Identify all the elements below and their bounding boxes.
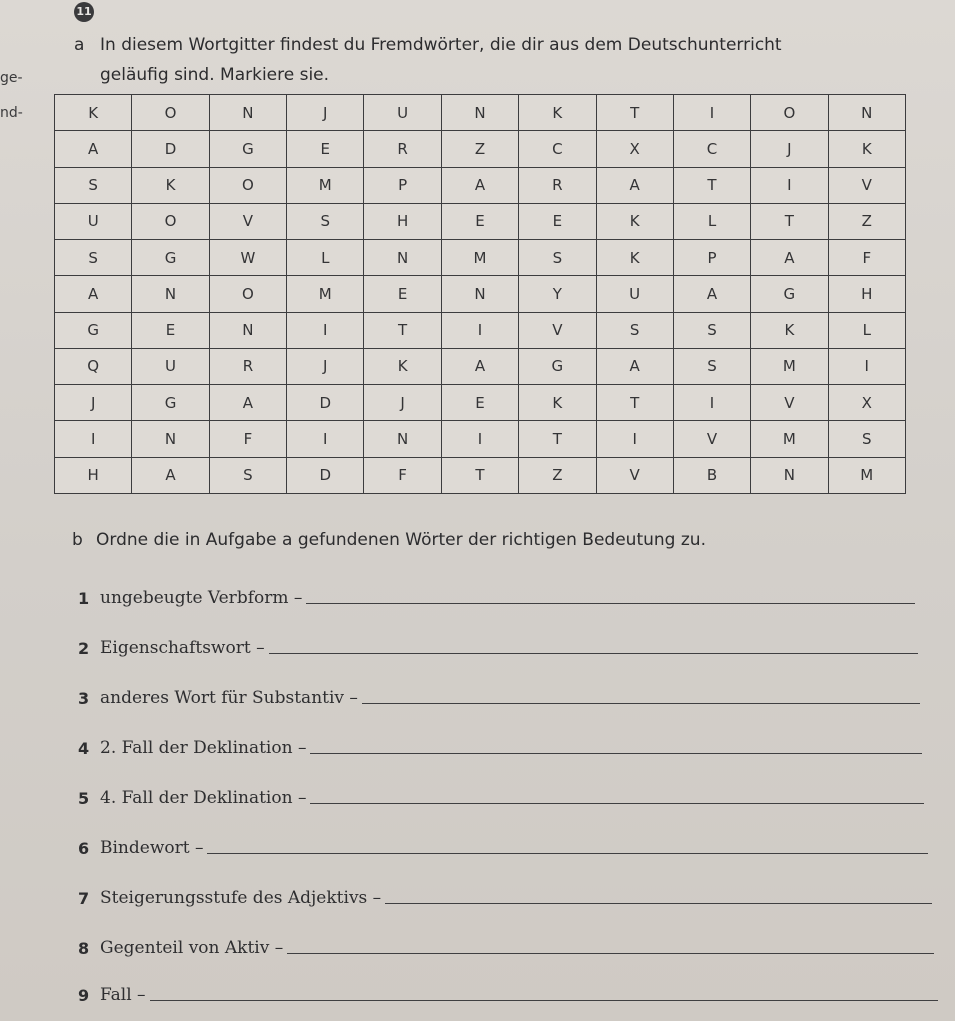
grid-cell[interactable]: T	[441, 457, 518, 493]
grid-cell[interactable]: N	[209, 312, 286, 348]
grid-cell[interactable]: I	[828, 348, 905, 384]
grid-cell[interactable]: Q	[55, 348, 132, 384]
grid-cell[interactable]: L	[673, 203, 750, 239]
grid-row	[55, 385, 906, 421]
grid-cell[interactable]: V	[596, 457, 673, 493]
answer-blank-line[interactable]	[306, 602, 915, 604]
grid-cell[interactable]: K	[55, 95, 132, 131]
grid-cell[interactable]: M	[441, 240, 518, 276]
grid-cell[interactable]: A	[55, 276, 132, 312]
grid-cell[interactable]: U	[132, 348, 209, 384]
grid-cell[interactable]: P	[364, 167, 441, 203]
grid-cell[interactable]: V	[751, 385, 828, 421]
answer-item-number: 4	[78, 739, 90, 758]
answer-blank-line[interactable]	[385, 902, 932, 904]
grid-cell[interactable]: S	[673, 348, 750, 384]
grid-cell[interactable]: N	[209, 95, 286, 131]
grid-cell[interactable]: L	[287, 240, 364, 276]
answer-item-label: ungebeugte Verbform –	[100, 588, 303, 608]
grid-cell[interactable]: S	[287, 203, 364, 239]
grid-cell[interactable]: P	[673, 240, 750, 276]
grid-cell[interactable]: O	[132, 203, 209, 239]
grid-cell[interactable]: I	[596, 421, 673, 457]
grid-row	[55, 203, 906, 239]
grid-cell[interactable]: M	[751, 421, 828, 457]
answer-item-number: 9	[78, 986, 90, 1005]
grid-cell[interactable]: Z	[519, 457, 596, 493]
grid-cell[interactable]: O	[751, 95, 828, 131]
grid-cell[interactable]: H	[828, 276, 905, 312]
grid-cell[interactable]: A	[673, 276, 750, 312]
answer-item	[78, 975, 938, 1005]
grid-row	[55, 312, 906, 348]
grid-cell[interactable]: A	[596, 348, 673, 384]
grid-cell[interactable]: D	[132, 131, 209, 167]
grid-cell[interactable]: S	[55, 167, 132, 203]
grid-cell[interactable]: T	[751, 203, 828, 239]
grid-cell[interactable]: J	[287, 95, 364, 131]
task-a-instruction	[74, 30, 782, 90]
grid-cell[interactable]: J	[55, 385, 132, 421]
grid-cell[interactable]: T	[596, 385, 673, 421]
grid-cell[interactable]: N	[441, 276, 518, 312]
task-b-letter: b	[72, 530, 83, 550]
grid-cell[interactable]: N	[132, 276, 209, 312]
grid-cell[interactable]: S	[828, 421, 905, 457]
grid-cell[interactable]: K	[519, 385, 596, 421]
grid-cell[interactable]: T	[673, 167, 750, 203]
answer-blank-line[interactable]	[269, 652, 918, 654]
answer-item-number: 1	[78, 589, 90, 608]
grid-cell[interactable]: H	[364, 203, 441, 239]
grid-cell[interactable]: F	[364, 457, 441, 493]
grid-cell[interactable]: K	[828, 131, 905, 167]
grid-cell[interactable]: V	[519, 312, 596, 348]
answer-item	[78, 828, 928, 858]
grid-cell[interactable]: O	[209, 276, 286, 312]
word-search-grid[interactable]	[54, 94, 906, 494]
answer-item	[78, 628, 918, 658]
answer-item-number: 8	[78, 939, 90, 958]
answer-item	[78, 878, 932, 908]
task-a-line-1: In diesem Wortgitter findest du Fremdwörter, die dir aus dem Deutschunterricht	[100, 35, 782, 55]
task-a-line-2: geläufig sind. Markiere sie.	[100, 65, 330, 85]
grid-cell[interactable]: I	[55, 421, 132, 457]
answer-blank-line[interactable]	[287, 952, 934, 954]
grid-cell[interactable]: V	[673, 421, 750, 457]
grid-cell[interactable]: A	[441, 167, 518, 203]
margin-fragment: ge-	[0, 70, 23, 86]
grid-cell[interactable]: N	[751, 457, 828, 493]
answer-item-label: Steigerungsstufe des Adjektivs –	[100, 888, 382, 908]
grid-cell[interactable]: K	[596, 203, 673, 239]
answer-item-number: 7	[78, 889, 90, 908]
grid-row	[55, 240, 906, 276]
grid-cell[interactable]: I	[287, 421, 364, 457]
grid-cell[interactable]: L	[828, 312, 905, 348]
grid-cell[interactable]: E	[364, 276, 441, 312]
grid-cell[interactable]: I	[441, 421, 518, 457]
exercise-number-badge: 11	[74, 2, 94, 22]
answer-item-label: 4. Fall der Deklination –	[100, 788, 307, 808]
grid-cell[interactable]: I	[751, 167, 828, 203]
grid-cell[interactable]: A	[596, 167, 673, 203]
grid-cell[interactable]: V	[828, 167, 905, 203]
grid-cell[interactable]: F	[828, 240, 905, 276]
grid-cell[interactable]: X	[828, 385, 905, 421]
grid-cell[interactable]: T	[596, 95, 673, 131]
answer-blank-line[interactable]	[310, 752, 922, 754]
grid-cell[interactable]: U	[364, 95, 441, 131]
answer-item-number: 3	[78, 689, 90, 708]
grid-cell[interactable]: I	[673, 95, 750, 131]
grid-cell[interactable]: S	[55, 240, 132, 276]
grid-row	[55, 131, 906, 167]
grid-cell[interactable]: U	[55, 203, 132, 239]
grid-cell[interactable]: Z	[828, 203, 905, 239]
grid-cell[interactable]: R	[519, 167, 596, 203]
grid-cell[interactable]: E	[287, 131, 364, 167]
grid-cell[interactable]: F	[209, 421, 286, 457]
grid-cell[interactable]: C	[519, 131, 596, 167]
answer-item	[78, 778, 924, 808]
task-a-letter: a	[74, 35, 85, 55]
grid-cell[interactable]: R	[364, 131, 441, 167]
answer-item-label: Eigenschaftswort –	[100, 638, 265, 658]
answer-blank-line[interactable]	[207, 852, 928, 854]
grid-cell[interactable]: M	[287, 167, 364, 203]
grid-cell[interactable]: A	[209, 385, 286, 421]
grid-cell[interactable]: Y	[519, 276, 596, 312]
grid-row	[55, 167, 906, 203]
grid-cell[interactable]: D	[287, 457, 364, 493]
grid-cell[interactable]: N	[132, 421, 209, 457]
answer-item-label: 2. Fall der Deklination –	[100, 738, 307, 758]
grid-cell[interactable]: M	[287, 276, 364, 312]
grid-cell[interactable]: G	[209, 131, 286, 167]
grid-cell[interactable]: M	[828, 457, 905, 493]
grid-row	[55, 348, 906, 384]
grid-cell[interactable]: E	[441, 385, 518, 421]
grid-cell[interactable]: N	[364, 421, 441, 457]
answer-blank-line[interactable]	[310, 802, 924, 804]
grid-row	[55, 421, 906, 457]
grid-cell[interactable]: G	[132, 385, 209, 421]
grid-cell[interactable]: O	[132, 95, 209, 131]
grid-cell[interactable]: D	[287, 385, 364, 421]
grid-row	[55, 95, 906, 131]
answer-blank-line[interactable]	[362, 702, 920, 704]
grid-cell[interactable]: I	[441, 312, 518, 348]
grid-cell[interactable]: I	[673, 385, 750, 421]
task-b-text: Ordne die in Aufgabe a gefundenen Wörter der richtigen Bedeutung zu.	[96, 530, 706, 550]
grid-cell[interactable]: E	[441, 203, 518, 239]
grid-cell[interactable]: C	[673, 131, 750, 167]
grid-cell[interactable]: G	[519, 348, 596, 384]
grid-cell[interactable]: M	[751, 348, 828, 384]
answer-item-label: Gegenteil von Aktiv –	[100, 938, 284, 958]
grid-cell[interactable]: S	[209, 457, 286, 493]
grid-cell[interactable]: R	[209, 348, 286, 384]
grid-cell[interactable]: K	[596, 240, 673, 276]
grid-cell[interactable]: B	[673, 457, 750, 493]
grid-cell[interactable]: T	[364, 312, 441, 348]
grid-cell[interactable]: G	[55, 312, 132, 348]
grid-cell[interactable]: O	[209, 167, 286, 203]
grid-cell[interactable]: Z	[441, 131, 518, 167]
grid-cell[interactable]: N	[828, 95, 905, 131]
grid-cell[interactable]: S	[519, 240, 596, 276]
grid-cell[interactable]: A	[55, 131, 132, 167]
answer-item	[78, 578, 915, 608]
grid-cell[interactable]: S	[596, 312, 673, 348]
margin-fragment: nd-	[0, 105, 23, 121]
answer-item	[78, 928, 934, 958]
grid-cell[interactable]: H	[55, 457, 132, 493]
grid-cell[interactable]: A	[751, 240, 828, 276]
answer-item-number: 6	[78, 839, 90, 858]
grid-cell[interactable]: U	[596, 276, 673, 312]
grid-cell[interactable]: E	[519, 203, 596, 239]
grid-cell[interactable]: N	[441, 95, 518, 131]
grid-cell[interactable]: W	[209, 240, 286, 276]
grid-cell[interactable]: J	[751, 131, 828, 167]
grid-cell[interactable]: X	[596, 131, 673, 167]
grid-cell[interactable]: G	[751, 276, 828, 312]
grid-cell[interactable]: S	[673, 312, 750, 348]
task-b-instruction	[72, 530, 706, 550]
answer-item	[78, 678, 920, 708]
grid-row	[55, 457, 906, 493]
grid-cell[interactable]: J	[364, 385, 441, 421]
answer-item-label: Bindewort –	[100, 838, 204, 858]
grid-cell[interactable]: T	[519, 421, 596, 457]
grid-cell[interactable]: G	[132, 240, 209, 276]
grid-cell[interactable]: A	[441, 348, 518, 384]
grid-row	[55, 276, 906, 312]
answer-item-number: 5	[78, 789, 90, 808]
grid-cell[interactable]: K	[132, 167, 209, 203]
grid-cell[interactable]: N	[364, 240, 441, 276]
answer-item-label: Fall –	[100, 985, 146, 1005]
answer-blank-line[interactable]	[150, 999, 938, 1001]
grid-cell[interactable]: K	[751, 312, 828, 348]
answer-item-number: 2	[78, 639, 90, 658]
grid-cell[interactable]: I	[287, 312, 364, 348]
grid-cell[interactable]: J	[287, 348, 364, 384]
grid-cell[interactable]: A	[132, 457, 209, 493]
grid-cell[interactable]: K	[519, 95, 596, 131]
answer-item	[78, 728, 922, 758]
grid-cell[interactable]: K	[364, 348, 441, 384]
grid-cell[interactable]: V	[209, 203, 286, 239]
grid-cell[interactable]: E	[132, 312, 209, 348]
answer-item-label: anderes Wort für Substantiv –	[100, 688, 358, 708]
